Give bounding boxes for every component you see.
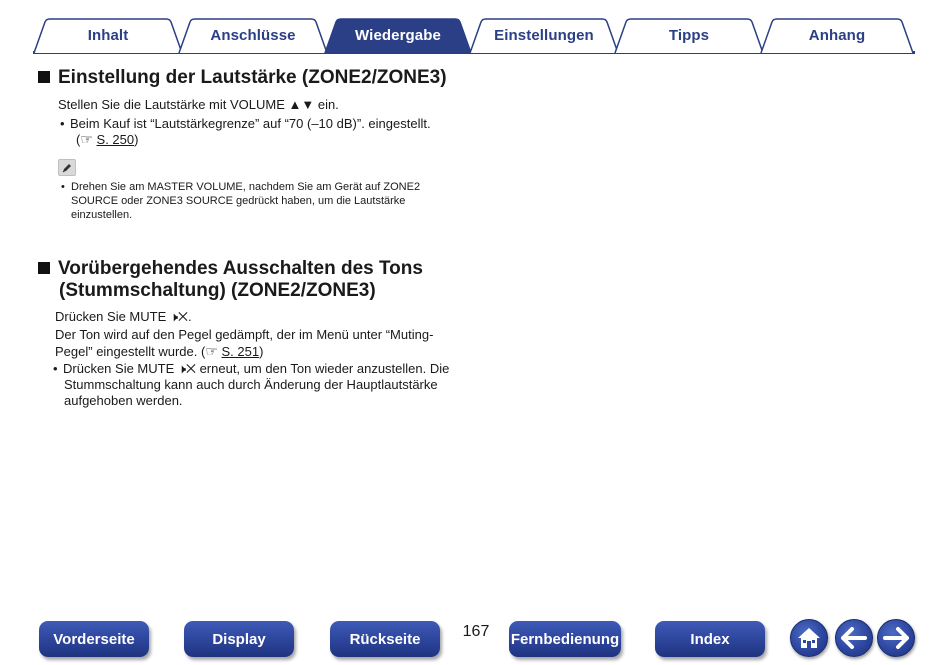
home-icon[interactable] [790, 619, 828, 657]
tab-label: Tipps [668, 26, 710, 44]
section2-line1: Drücken Sie MUTE 🕨✕. [55, 309, 192, 324]
note-line-1: • Drehen Sie am MASTER VOLUME, nachdem Sie am Gerät auf ZONE2 [61, 181, 421, 193]
tab-label: Anhang [808, 26, 866, 44]
pencil-icon [58, 159, 76, 176]
note-line-3: einzustellen. [71, 209, 133, 221]
section2-heading: Vorübergehendes Ausschalten des Tons (Stummschaltung) (ZONE2/ZONE3) [38, 258, 423, 302]
arrow-right-icon[interactable] [877, 619, 915, 657]
section2-bullet-line3: aufgehoben werden. [64, 393, 183, 408]
section1-intro: Stellen Sie die Lautstärke mit VOLUME ▲▼ ein. [58, 97, 339, 112]
display-button[interactable]: Display [184, 621, 294, 657]
section1-bullet-ref[interactable]: (☞ S. 250) [76, 131, 139, 147]
tab-inhalt[interactable] [33, 18, 183, 52]
tab-label: Anschlüsse [210, 26, 296, 44]
section2-line3: Pegel” eingestellt wurde. (☞ S. 251) [55, 343, 264, 359]
tab-wiedergabe[interactable] [324, 18, 472, 52]
index-button[interactable]: Index [655, 621, 765, 657]
section1-bullet: • Beim Kauf ist “Lautstärkegrenze” auf “70 (–10 dB)”. eingestellt. [60, 116, 431, 131]
pointing-hand-icon: ☞ [80, 131, 93, 147]
note-line-2: SOURCE oder ZONE3 SOURCE gedrückt haben, um die Lautstärke [71, 195, 406, 207]
tab-label: Einstellungen [494, 26, 594, 44]
bullet-dot: • [61, 181, 65, 193]
tab-einstellungen[interactable] [469, 18, 619, 52]
tab-bar [0, 0, 950, 56]
heading-square-icon [38, 71, 50, 83]
page-ref-link[interactable]: S. 250 [96, 132, 135, 147]
tab-label: Inhalt [87, 26, 129, 44]
section1-heading: Einstellung der Lautstärke (ZONE2/ZONE3) [38, 67, 447, 89]
arrow-left-icon[interactable] [835, 619, 873, 657]
page-ref-link[interactable]: S. 251 [221, 344, 260, 359]
bullet-dot: • [60, 116, 65, 131]
rear-panel-button[interactable]: Rückseite [330, 621, 440, 657]
page-number: 167 [462, 623, 490, 640]
pointing-hand-icon: ☞ [205, 343, 218, 359]
section2-bullet-line2: Stummschaltung kann auch durch Änderung der Hauptlautstärke [64, 377, 438, 392]
tab-tipps[interactable] [614, 18, 764, 52]
heading-square-icon [38, 262, 50, 274]
tab-label: Wiedergabe [355, 26, 441, 44]
tab-anhang[interactable] [760, 18, 914, 52]
section2-line2: Der Ton wird auf den Pegel gedämpft, der im Menü unter “Muting- [55, 327, 434, 342]
front-panel-button[interactable]: Vorderseite [39, 621, 149, 657]
remote-control-button[interactable]: Fernbedienung [509, 621, 621, 657]
bullet-dot: • [53, 361, 58, 376]
tab-anschluesse[interactable] [178, 18, 328, 52]
section2-bullet-line1: • Drücken Sie MUTE 🕨✕ erneut, um den Ton wieder anzustellen. Die [53, 361, 450, 376]
